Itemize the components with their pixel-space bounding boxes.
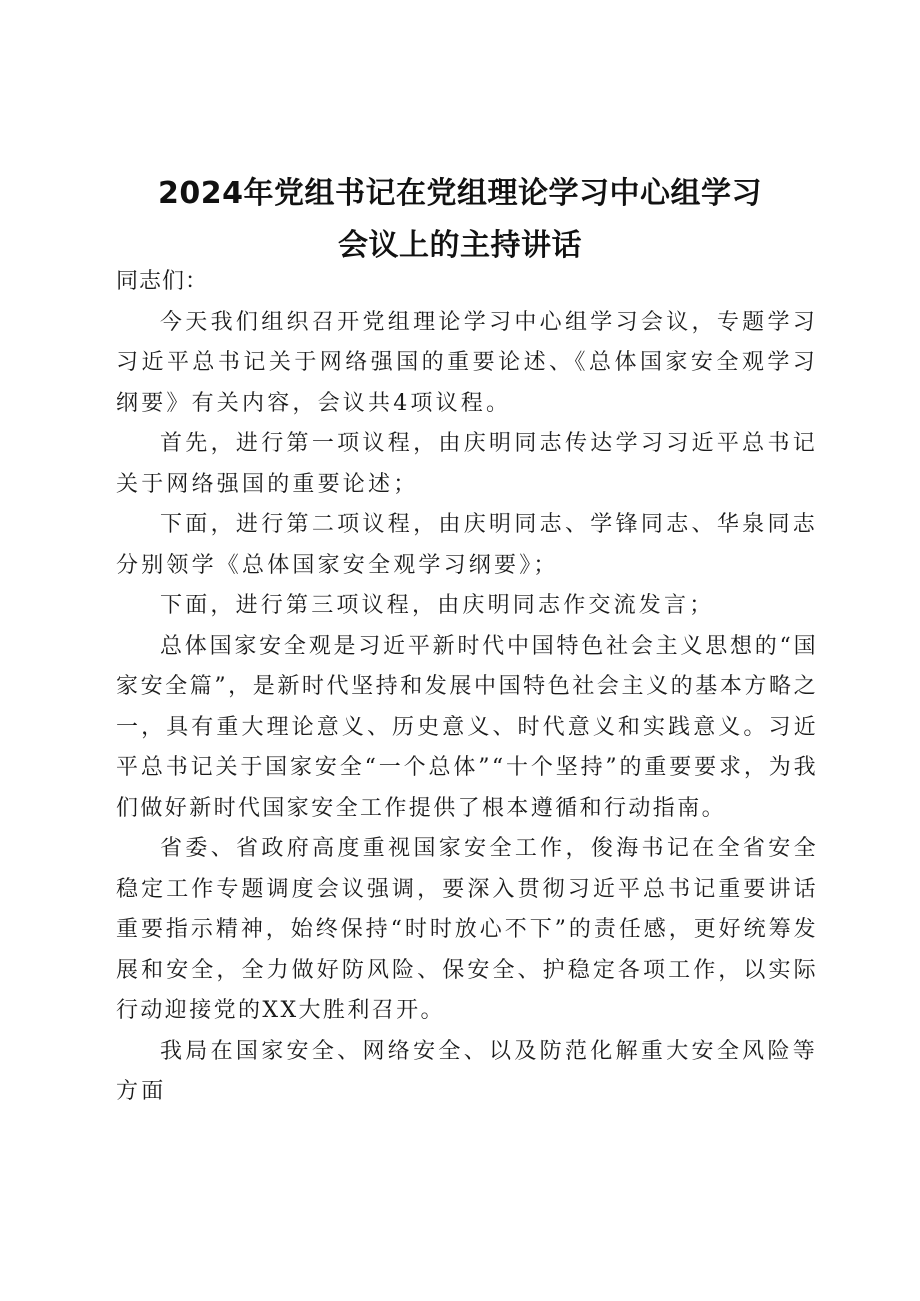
document-body — [116, 262, 818, 1113]
paragraph-agenda-3: 下面，进行第三项议程，由庆明同志作交流发言； — [160, 593, 715, 618]
salutation: 同志们： — [116, 269, 209, 294]
document-title-line-2: 会议上的主持讲话 — [338, 228, 582, 263]
paragraph-security-concept: 总体国家安全观是习近平新时代中国特色社会主义思想的“国家安全篇”，是新时代坚持和发展中国特色社会主义的基本方略之一，具有重大理论意义、历史意义、时代意义和实践意义。习近平总书记关于国家安全“一个总体”“十个坚持”的重要要求，为我们做好新时代国家安全工作提供了根本遵循和行动指南。 — [116, 633, 818, 821]
paragraph-agenda-2: 下面，进行第二项议程，由庆明同志、学锋同志、华泉同志分别领学《总体国家安全观学习纲要》； — [116, 512, 818, 578]
document-title-line-1: 2024年党组书记在党组理论学习中心组学习 — [158, 176, 762, 211]
paragraph-provincial-work: 省委、省政府高度重视国家安全工作，俊海书记在全省安全稳定工作专题调度会议强调，要深入贯彻习近平总书记重要讲话重要指示精神，始终保持“时时放心不下”的责任感，更好统筹发展和安全，全力做好防风险、保安全、护稳定各项工作，以实际行动迎接党的XX大胜利召开。 — [116, 836, 818, 1023]
paragraph-agenda-1: 首先，进行第一项议程，由庆明同志传达学习习近平总书记关于网络强国的重要论述； — [116, 431, 818, 497]
paragraph-bureau-work: 我局在国家安全、网络安全、以及防范化解重大安全风险等方面 — [116, 1038, 818, 1104]
paragraph-intro: 今天我们组织召开党组理论学习中心组学习会议，专题学习习近平总书记关于网络强国的重要论述、《总体国家安全观学习纲要》有关内容，会议共4项议程。 — [116, 309, 818, 416]
